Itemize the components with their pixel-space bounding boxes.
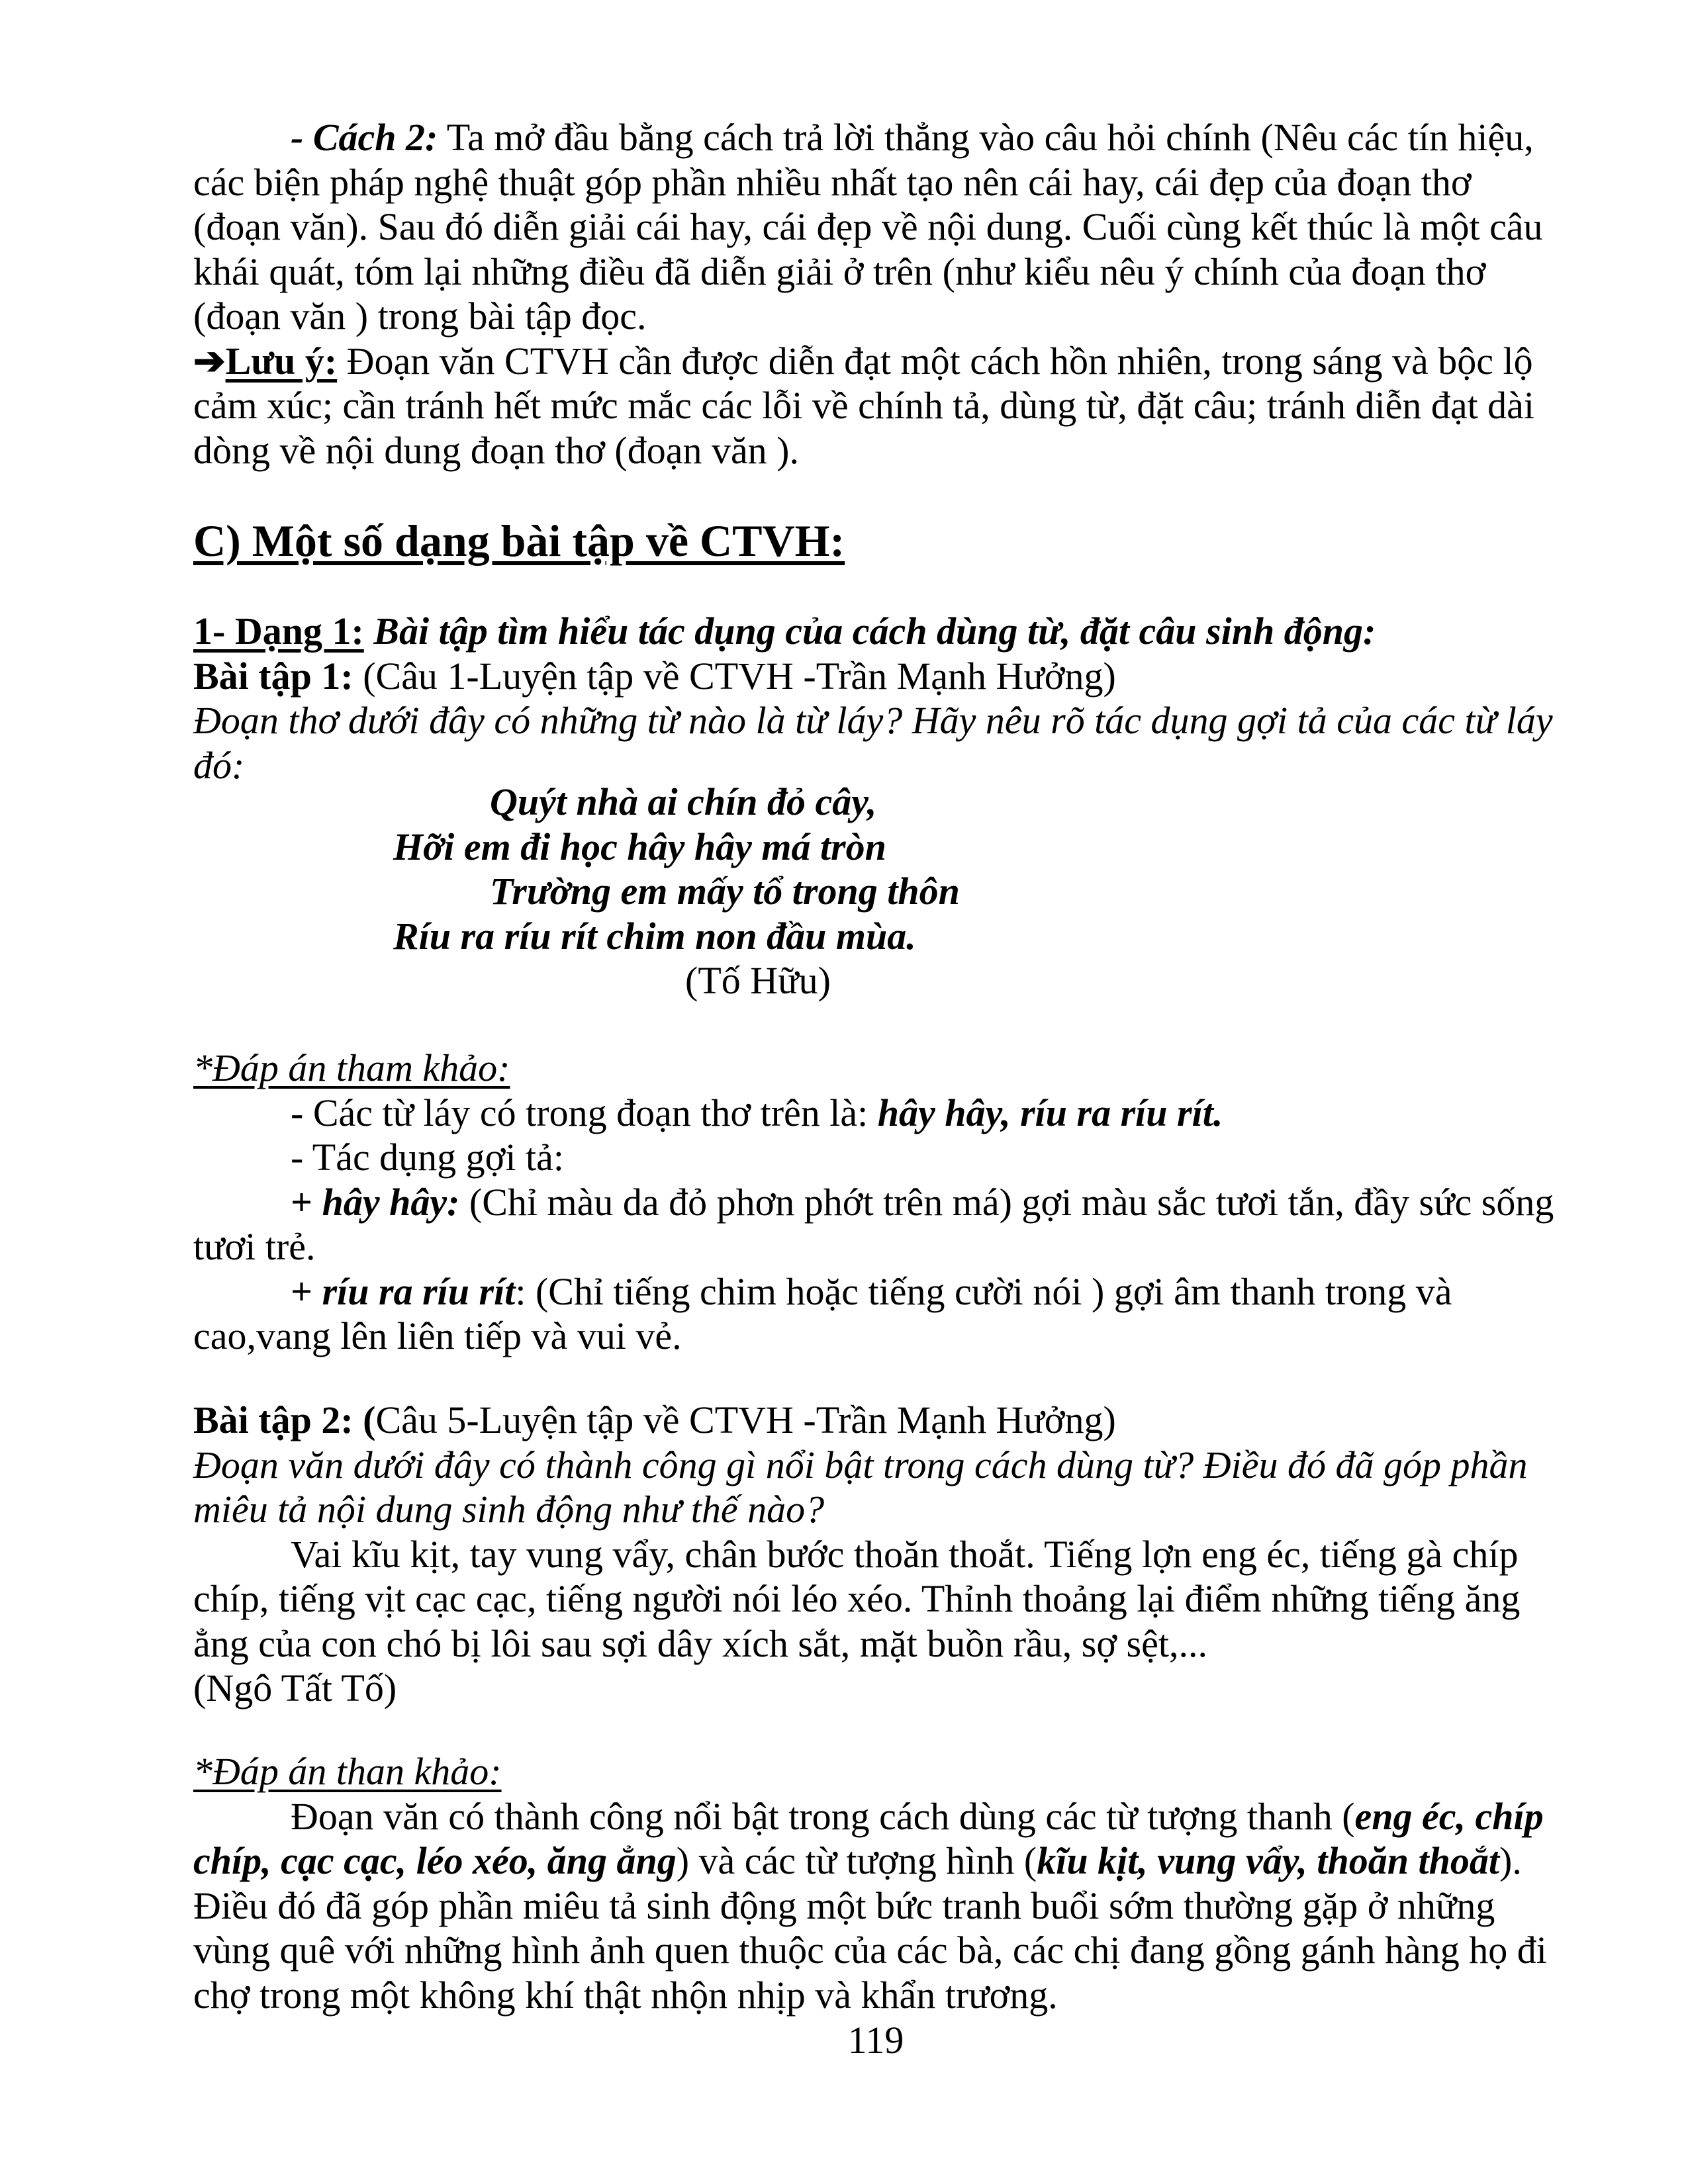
answer-word: hây hây: — [322, 1180, 460, 1224]
intro-section — [193, 115, 1557, 473]
exercise-2-answer — [193, 1749, 1557, 2017]
onomatopoeia-words: eng éc, chíp chíp, cạc cạc, léo xéo, ăng ẳng — [193, 1794, 1544, 1882]
cach2-paragraph — [193, 115, 1557, 339]
ex2-author: (Ngô Tất Tố) — [193, 1666, 397, 1709]
ex2-title-line — [193, 1398, 1557, 1443]
answer-1-item: - Tác dụng gợi tả: — [291, 1136, 564, 1179]
poem-line: Trường em mấy tổ trong thôn — [490, 870, 960, 913]
ex1-prompt: Đoạn thơ dưới đây có những từ nào là từ láy? Hãy nêu rõ tác dụng gợi tả của các từ láy đó: — [193, 699, 1553, 787]
dang1-label: 1- Dạng 1: — [193, 610, 364, 653]
descriptive-words: kĩu kịt, vung vẩy, thoăn thoắt — [1037, 1839, 1500, 1882]
answer-1-item — [193, 1091, 1557, 1136]
ex1-source: (Câu 1-Luyện tập về CTVH -Trần Mạnh Hưởng) — [353, 654, 1116, 698]
cach2-text: Ta mở đầu bằng cách trả lời thẳng vào câu hỏi chính (Nêu các tín hiệu, các biện pháp nghệ thuật góp phần nhiều nhất tạo nên cái hay, cái đẹp của đoạn thơ (đoạn văn). Sau đó diễn giải cái hay, cái đẹp về nội dung. Cuối cùng kết thúc là một câu khái quát, tóm lại những điều đã diễn giải ở trên (như kiểu nêu ý chính của đoạn thơ (đoạn văn ) trong bài tập đọc. — [193, 116, 1543, 338]
note-text: Đoạn văn CTVH cần được diễn đạt một cách hồn nhiên, trong sáng và bộc lộ cảm xúc; cần tránh hết mức mắc các lỗi về chính tả, dùng từ, đặt câu; tránh diễn đạt dài dòng về nội dung đoạn thơ (đoạn văn ). — [193, 339, 1535, 472]
answer-text: ) và các từ tượng hình ( — [676, 1839, 1037, 1882]
ex1-label: Bài tập 1: — [193, 654, 353, 698]
exercise-2 — [193, 1398, 1557, 1711]
answer-text: (Chỉ màu da đỏ phơn phớt trên má) gợi màu sắc tươi tắn, đầy sức sống tươi trẻ. — [193, 1180, 1554, 1268]
ex2-passage: Vai kĩu kịt, tay vung vẩy, chân bước thoăn thoắt. Tiếng lợn eng éc, tiếng gà chíp chíp, tiếng vịt cạc cạc, tiếng người nói léo xéo. Thỉnh thoảng lại điểm những tiếng ăng ẳng của con chó bị lôi sau sợi dây xích sắt, mặt buồn rầu, sợ sệt,... — [193, 1532, 1521, 1665]
poem-line: Ríu ra ríu rít chim non đầu mùa. — [393, 914, 916, 958]
poem-author: (Tố Hữu) — [685, 959, 831, 1002]
answer-2-text — [193, 1794, 1557, 2018]
exercise-1-answer — [193, 1046, 1557, 1359]
ex2-prompt: Đoạn văn dưới đây có thành công gì nổi bật trong cách dùng từ? Điều đó đã góp phần miêu tả nội dung sinh động như thế nào? — [193, 1443, 1528, 1531]
answer-text: ). Điều đó đã góp phần miêu tả sinh động một bức tranh buổi sớm thường gặp ở những vùng quê với những hình ảnh quen thuộc của các bà, các chị đang gồng gánh hàng họ đi chợ trong một không khí thật nhộn nhịp và khẩn trương. — [193, 1839, 1547, 2017]
ex2-label: Bài tập 2: ( — [193, 1398, 376, 1441]
plus-marker: + — [291, 1269, 322, 1313]
ex2-source: Câu 5-Luyện tập về CTVH -Trần Mạnh Hưởng) — [375, 1398, 1116, 1441]
plus-marker: + — [291, 1180, 322, 1224]
answer-text: : (Chỉ tiếng chim hoặc tiếng cười nói ) gợi âm thanh trong và cao,vang lên liên tiếp và vui vẻ. — [193, 1269, 1452, 1357]
poem-line: Hỡi em đi học hây hây má tròn — [393, 825, 886, 868]
poem — [193, 780, 1557, 1003]
poem-line: Quýt nhà ai chín đỏ cây, — [490, 780, 877, 823]
answer-text: Đoạn văn có thành công nổi bật trong cách dùng các từ tượng thanh ( — [291, 1794, 1355, 1838]
answer-text: - Các từ láy có trong đoạn thơ trên là: — [291, 1091, 878, 1134]
exercise-1-header — [193, 609, 1557, 788]
section-heading: C) Một số dạng bài tập về CTVH: — [193, 516, 845, 566]
note-label: Lưu ý: — [225, 339, 338, 383]
answer-1-label: *Đáp án tham khảo: — [193, 1046, 510, 1089]
answer-1-item — [193, 1180, 1557, 1269]
arrow-icon: ➔ — [193, 339, 226, 383]
dang1-title: Bài tập tìm hiểu tác dụng của cách dùng từ, đặt câu sinh động: — [363, 610, 1376, 653]
note-paragraph — [193, 339, 1557, 473]
answer-words: hây hây, ríu ra ríu rít. — [877, 1091, 1223, 1134]
answer-1-item — [193, 1269, 1557, 1359]
dang1-line — [193, 609, 1557, 654]
answer-2-label: *Đáp án than khảo: — [193, 1750, 502, 1793]
answer-word: ríu ra ríu rít — [322, 1269, 516, 1313]
ex1-title-line — [193, 654, 1557, 699]
page-number: 119 — [847, 2019, 904, 2062]
cach2-label: - Cách 2: — [291, 116, 438, 159]
